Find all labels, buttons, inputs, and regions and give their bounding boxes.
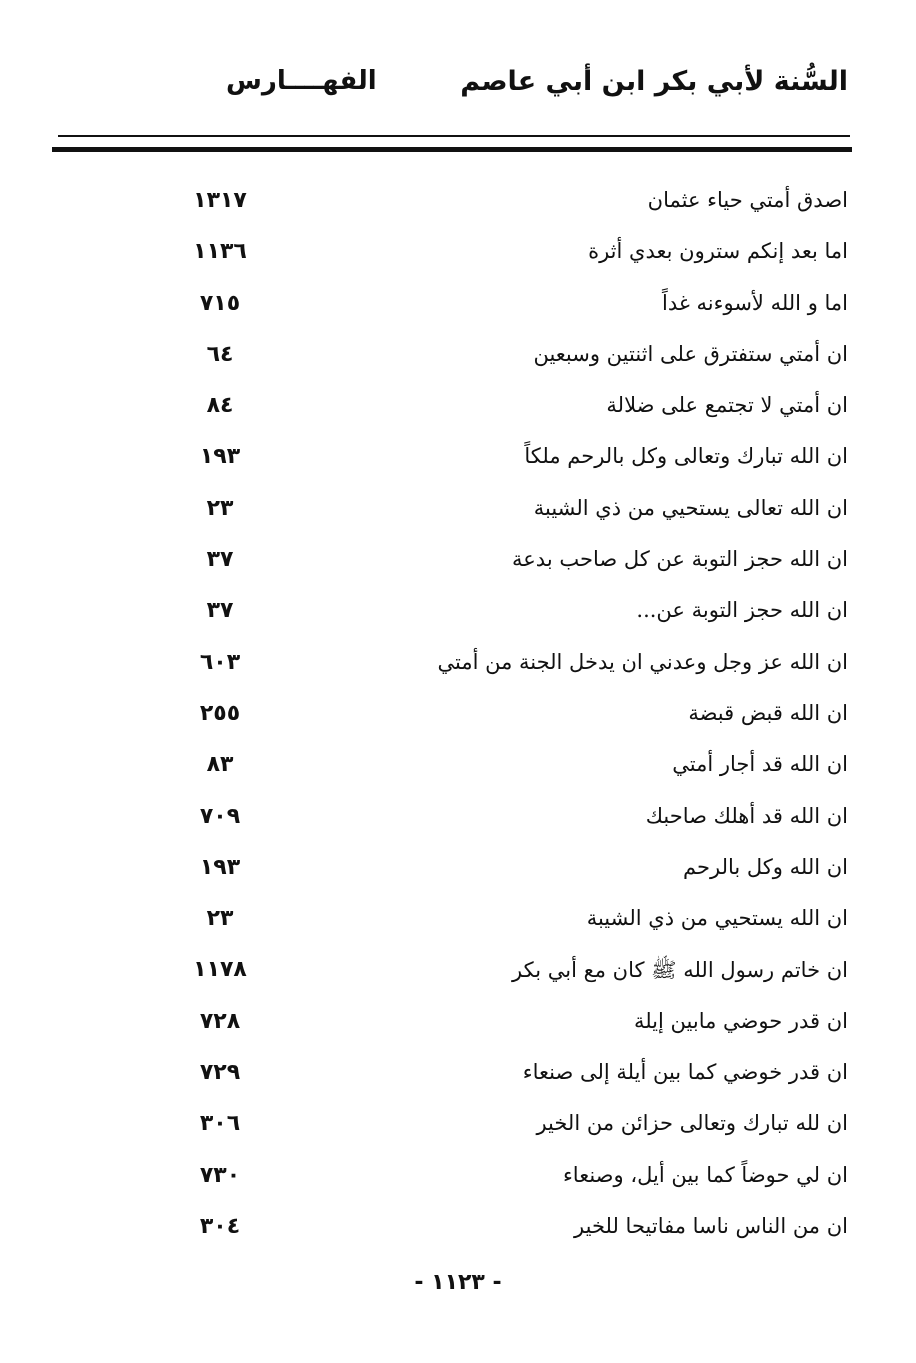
entry-reference-number: ٧٢٩ <box>199 1060 241 1086</box>
entry-reference-number: ٣٠٤ <box>199 1213 241 1239</box>
index-entry <box>0 592 916 643</box>
entry-reference-number: ٢٣ <box>206 495 234 521</box>
index-entry <box>0 285 916 336</box>
index-entry <box>0 644 916 695</box>
entry-text: ان الله تبارك وتعالى وكل بالرحم ملكاً <box>524 444 848 469</box>
index-entry <box>0 849 916 900</box>
header-rule-thin <box>58 135 850 137</box>
entry-reference-number: ١٣١٧ <box>193 188 247 213</box>
entry-text: ان الله قد أهلك صاحبك <box>645 803 848 828</box>
entry-reference-number: ١٩٣ <box>199 854 241 880</box>
index-entry <box>0 798 916 849</box>
entry-text: ان أمتي ستفترق على اثنتين وسبعين <box>533 341 848 366</box>
index-entry <box>0 387 916 438</box>
header-rule-thick <box>52 147 852 152</box>
index-entry <box>0 746 916 797</box>
index-entry <box>0 1003 916 1054</box>
entry-reference-number: ٣٠٦ <box>199 1111 241 1137</box>
index-entry <box>0 1054 916 1105</box>
entry-reference-number: ١١٣٦ <box>193 239 247 265</box>
index-entry <box>0 695 916 746</box>
entry-text: ان الله عز وجل وعدني ان يدخل الجنة من أمتي <box>437 649 848 674</box>
entry-reference-number: ٨٤ <box>206 393 234 419</box>
entry-text: ان قدر حوضي مابين إيلة <box>633 1008 848 1033</box>
index-entry <box>0 1157 916 1208</box>
index-entry <box>0 1105 916 1156</box>
entry-reference-number: ٧٠٩ <box>199 803 241 829</box>
entry-text: ان الله وكل بالرحم <box>683 854 848 879</box>
index-entry <box>0 233 916 284</box>
index-entry <box>0 900 916 951</box>
entry-reference-number: ٢٥٥ <box>199 700 241 726</box>
index-entry <box>0 1208 916 1259</box>
index-entry <box>0 541 916 592</box>
index-entry <box>0 490 916 541</box>
entry-text: ان أمتي لا تجتمع على ضلالة <box>606 393 848 418</box>
entry-reference-number: ١٩٣ <box>199 444 241 470</box>
entry-reference-number: ٢٣ <box>206 906 234 932</box>
entry-text: ان الله قد أجار أمتي <box>672 752 848 777</box>
entry-text: اصدق أمتي حياء عثمان <box>647 188 848 212</box>
entry-text: ان قدر خوضي كما بين أيلة إلى صنعاء <box>522 1060 848 1085</box>
page-number: - ١١٢٣ - <box>414 1270 502 1295</box>
entry-text: اما و الله لأسوءنه غداً <box>661 290 848 315</box>
entry-reference-number: ٣٧ <box>206 547 234 573</box>
entry-reference-number: ٧١٥ <box>199 290 241 316</box>
entry-text: ان الله يستحيي من ذي الشيبة <box>586 906 848 931</box>
index-entry <box>0 336 916 387</box>
entry-text: ان الله حجز التوبة عن... <box>636 598 848 623</box>
entry-reference-number: ٨٣ <box>206 752 234 778</box>
running-header <box>50 66 852 110</box>
entry-reference-number: ٦٤ <box>206 341 234 367</box>
index-entry <box>0 182 916 233</box>
entry-text: ان الله تعالى يستحيي من ذي الشيبة <box>533 495 848 520</box>
entry-text: ان الله حجز التوبة عن كل صاحب بدعة <box>512 547 848 572</box>
index-list <box>0 182 916 1259</box>
entry-reference-number: ٧٢٨ <box>199 1008 241 1034</box>
entry-reference-number: ١١٧٨ <box>193 957 247 983</box>
section-title: الفهــــارس <box>226 66 377 96</box>
entry-text: ان لي حوضاً كما بين أيل، وصنعاء <box>562 1162 848 1187</box>
index-entry <box>0 438 916 489</box>
entry-text: ان خاتم رسول الله ﷺ كان مع أبي بكر <box>512 958 848 983</box>
entry-reference-number: ٦٠٣ <box>199 649 241 675</box>
entry-text: اما بعد إنكم سترون بعدي أثرة <box>588 239 848 264</box>
book-title: السُّنة لأبي بكر ابن أبي عاصم <box>460 66 848 97</box>
entry-text: ان لله تبارك وتعالى حزائن من الخير <box>536 1111 848 1136</box>
entry-text: ان الله قبض قبضة <box>688 700 848 725</box>
entry-reference-number: ٣٧ <box>206 598 234 624</box>
index-entry <box>0 951 916 1002</box>
entry-text: ان من الناس ناسا مفاتيحا للخير <box>574 1213 848 1238</box>
entry-reference-number: ٧٣٠ <box>199 1162 241 1188</box>
